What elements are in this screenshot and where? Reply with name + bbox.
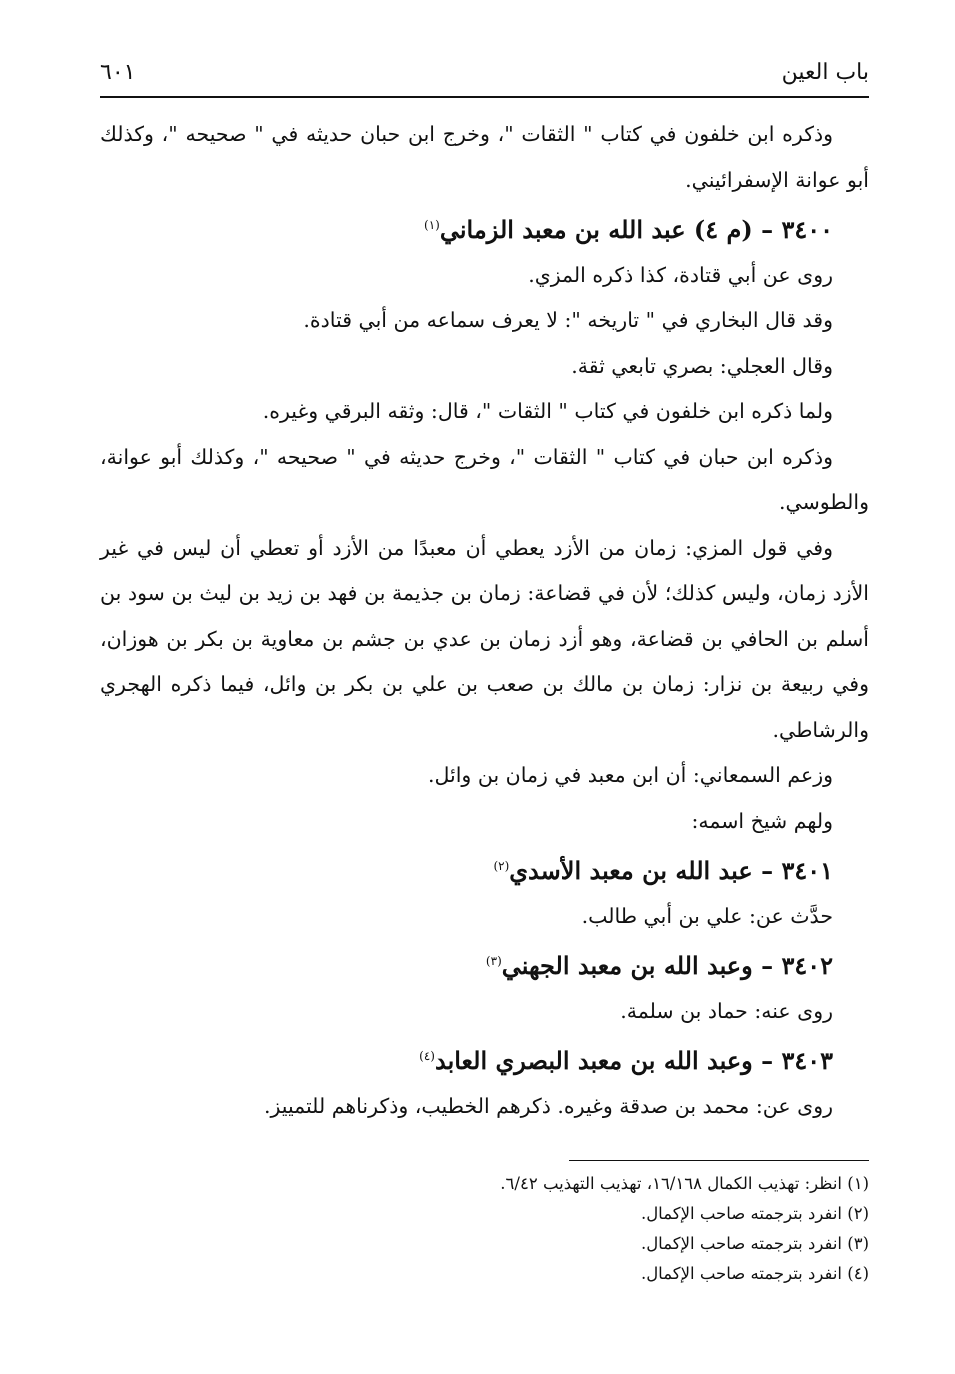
entry-title: – وعبد الله بن معبد البصري العابد (434, 1046, 774, 1075)
paragraph: حدَّث عن: علي بن أبي طالب. (581, 903, 833, 928)
footnote-item: (١) انظر: تهذيب الكمال ١٦/١٦٨، تهذيب التهذيب ٦/٤٢. (500, 1174, 869, 1193)
entry-heading-3402 (100, 939, 869, 989)
paragraph: وذكره ابن حبان في كتاب " الثقات "، وخرج حديثه في " صحيحه "، وكذلك أبو عوانة، والطوسي. (100, 444, 869, 514)
entry-heading-3400 (100, 203, 869, 253)
entry-title: – وعبد الله بن معبد الجهني (501, 951, 774, 980)
footnote-marker: (٤) (419, 1049, 435, 1063)
footnote-item: (٤) انفرد بترجمته صاحب الإكمال. (640, 1264, 869, 1283)
paragraph: وذكره ابن خلفون في كتاب " الثقات "، وخرج ابن حبان حديثه في " صحيحه "، وكذلك أبو عوانة الإسفرائيني. (100, 122, 869, 192)
paragraph: روى عنه: حماد بن سلمة. (620, 998, 833, 1023)
page-body (100, 112, 869, 1129)
paragraph: وزعم السمعاني: أن ابن معبد في زمان بن وائل. (427, 763, 833, 787)
entry-heading-3403 (100, 1034, 869, 1084)
entry-title: – (م ٤) عبد الله بن معبد الزماني (439, 215, 774, 244)
entry-number: ٣٤٠٠ (781, 215, 833, 244)
entry-number: ٣٤٠١ (781, 856, 833, 885)
footnote-marker: (٢) (493, 859, 510, 873)
chapter-title: باب العين (781, 60, 869, 85)
footnote-marker: (١) (424, 218, 440, 232)
paragraph: ولما ذكره ابن خلفون في كتاب " الثقات "، قال: وثقه البرقي وغيره. (262, 399, 833, 423)
page-number: ٦٠١ (100, 60, 136, 85)
paragraph: وفي قول المزي: زمان من الأزد يعطي أن معبدًا من الأزد أو تعطي أن ليس في غير الأزد زمان، وليس كذلك؛ لأن في قضاعة: زمان بن جذيمة بن فهد بن زيد بن ليث بن سود بن أسلم بن الحافي بن قضاعة، وهو أزد زمان بن عدي بن جشم بن معاوية بن بكر بن هوزان، وفي ربيعة بن نزار: زمان بن مالك بن صعب بن علي بن بكر بن وائل، فيما ذكره الهجري والرشاطي. (100, 535, 869, 742)
entry-title: – عبد الله بن معبد الأسدي (509, 856, 774, 885)
paragraph: وقال العجلي: بصري تابعي ثقة. (571, 353, 833, 378)
entry-number: ٣٤٠٣ (781, 1046, 833, 1075)
paragraph: روى عن: محمد بن صدقة وغيره. ذكرهم الخطيب، وذكرناهم للتمييز. (263, 1093, 833, 1118)
footnotes-section (100, 1160, 869, 1289)
entry-number: ٣٤٠٢ (781, 951, 833, 980)
paragraph: روى عن أبي قتادة، كذا ذكره المزي. (528, 262, 833, 287)
entry-heading-3401 (100, 844, 869, 894)
footnote-marker: (٣) (485, 954, 502, 968)
footnote-divider (569, 1160, 869, 1161)
paragraph: ولهم شيخ اسمه: (691, 808, 833, 833)
page-header (100, 56, 869, 98)
paragraph: وقد قال البخاري في " تاريخه ": لا يعرف سماعه من أبي قتادة. (303, 308, 833, 332)
footnote-item: (٣) انفرد بترجمته صاحب الإكمال. (640, 1234, 869, 1253)
footnote-item: (٢) انفرد بترجمته صاحب الإكمال. (640, 1204, 869, 1223)
